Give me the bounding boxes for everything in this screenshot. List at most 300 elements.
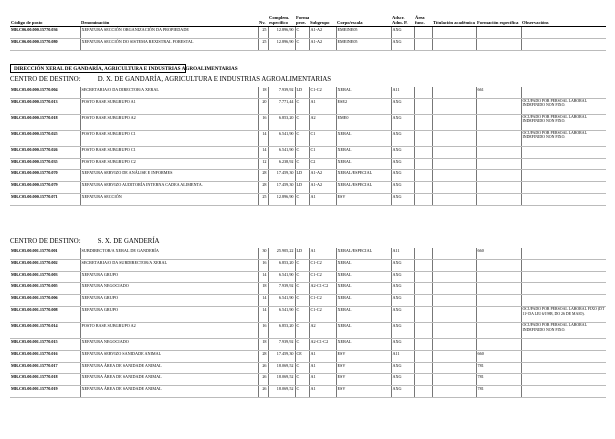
table-row <box>10 170 606 182</box>
area-func <box>414 170 432 182</box>
header-row <box>10 15 606 27</box>
level: 18 <box>258 87 268 98</box>
corpo-escala: XERAL <box>336 259 391 271</box>
titulacion <box>432 170 476 182</box>
subgrupo: A2 <box>309 114 336 130</box>
table-row <box>10 27 606 39</box>
formacion: 660 <box>476 248 521 259</box>
observacions <box>521 295 606 307</box>
table-row <box>10 338 606 350</box>
observacions <box>521 170 606 182</box>
adscricion: AXG <box>391 322 414 338</box>
complemento-value: 6.853,20 <box>268 259 295 271</box>
level: 25 <box>258 193 268 205</box>
formacion <box>476 182 521 194</box>
forma-prov: CE <box>295 350 309 362</box>
centro-destino-heading-1 <box>10 76 331 83</box>
adscricion: AXG <box>391 114 414 130</box>
corpo-escala: XERAL <box>336 338 391 350</box>
formacion <box>476 158 521 170</box>
area-func <box>414 27 432 39</box>
titulacion <box>432 374 476 386</box>
col-complemento: Complem. específico <box>268 15 295 27</box>
position-code: MR.C05.00.001.15770.005 <box>10 283 80 295</box>
position-name: SECRETARIA/O DA DIRECTOR/A XERAL <box>80 87 258 98</box>
formacion <box>476 130 521 146</box>
subgrupo: C1-C2 <box>309 259 336 271</box>
level: 16 <box>258 322 268 338</box>
complemento-value: 6.541,90 <box>268 295 295 307</box>
position-name: XEFATURA GRUPO <box>80 271 258 283</box>
forma-prov: C <box>295 283 309 295</box>
area-func <box>414 350 432 362</box>
corpo-escala: XERAL <box>336 158 391 170</box>
formacion <box>476 271 521 283</box>
titulacion <box>432 130 476 146</box>
area-func <box>414 130 432 146</box>
titulacion <box>432 38 476 50</box>
area-func <box>414 158 432 170</box>
adscricion: AXG <box>391 158 414 170</box>
adscricion: A11 <box>391 87 414 98</box>
complemento-value: 6.541,90 <box>268 130 295 146</box>
adscricion: A11 <box>391 248 414 259</box>
corpo-escala: XERAL <box>336 295 391 307</box>
position-code: MR.C05.00.000.15770.004 <box>10 87 80 98</box>
centro2-table <box>10 248 606 398</box>
subgrupo: C1-C2 <box>309 271 336 283</box>
complemento-value: 18.069,52 <box>268 374 295 386</box>
position-code: MR.C05.00.001.15770.002 <box>10 259 80 271</box>
col-area: Área func. <box>414 15 432 27</box>
complemento-value: 18.069,52 <box>268 386 295 398</box>
position-code: MR.C05.00.001.15770.015 <box>10 338 80 350</box>
position-code: MR.C05.00.001.15770.014 <box>10 322 80 338</box>
titulacion <box>432 248 476 259</box>
area-func <box>414 271 432 283</box>
position-code: MR.C05.00.000.15770.026 <box>10 146 80 158</box>
observacions <box>521 87 606 98</box>
level: 25 <box>258 38 268 50</box>
position-code: MR.C05.00.001.15770.006 <box>10 295 80 307</box>
area-func <box>414 259 432 271</box>
observacions: OCUPADO POR PERSOAL LABORAL INDEFINIDO NON FIXO. <box>521 98 606 114</box>
titulacion <box>432 283 476 295</box>
col-titulacion: Titulación académica <box>432 15 476 27</box>
adscricion: AXG <box>391 182 414 194</box>
adscricion: A11 <box>391 350 414 362</box>
adscricion: AXG <box>391 259 414 271</box>
col-observacions: Observacións <box>521 15 606 27</box>
centro1-rows <box>10 87 606 205</box>
corpo-escala: ESE2 <box>336 98 391 114</box>
table-row <box>10 283 606 295</box>
table-row <box>10 374 606 386</box>
titulacion <box>432 146 476 158</box>
complemento-value: 12.896,90 <box>268 27 295 39</box>
complemento-value: 7.771,44 <box>268 98 295 114</box>
forma-prov: LD <box>295 87 309 98</box>
subgrupo: A2-C1-C2 <box>309 283 336 295</box>
formacion <box>476 283 521 295</box>
corpo-escala: XERAL <box>336 306 391 322</box>
position-name: XEFATURA ÁREA DE SANIDADE ANIMAL <box>80 374 258 386</box>
level: 26 <box>258 374 268 386</box>
col-formacion: Formación específica <box>476 15 521 27</box>
table-row <box>10 295 606 307</box>
subgrupo: A1 <box>309 362 336 374</box>
area-func <box>414 386 432 398</box>
table-row <box>10 193 606 205</box>
corpo-escala: XERAL/ESPECIAL <box>336 170 391 182</box>
observacions: OCUPADO POR PERSOAL LABORAL INDEFINIDO NON FIXO. <box>521 130 606 146</box>
forma-prov: LD <box>295 248 309 259</box>
position-name: XEFATURA ÁREA DE SANIDADE ANIMAL <box>80 386 258 398</box>
titulacion <box>432 350 476 362</box>
position-name: POSTO BASE SUBGRUPO A2 <box>80 114 258 130</box>
level: 28 <box>258 350 268 362</box>
observacions <box>521 38 606 50</box>
top-rows <box>10 27 606 51</box>
adscricion: AXG <box>391 338 414 350</box>
adscricion: AXG <box>391 98 414 114</box>
table-row <box>10 362 606 374</box>
observacions <box>521 386 606 398</box>
formacion <box>476 322 521 338</box>
adscricion: AXG <box>391 130 414 146</box>
col-nivel: Nv. <box>258 15 268 27</box>
position-code: MR.C05.00.001.15770.019 <box>10 386 80 398</box>
subgrupo: C1-C2 <box>309 87 336 98</box>
subgrupo: A1 <box>309 193 336 205</box>
centro2-rows <box>10 248 606 397</box>
col-codigo: Código de posto <box>10 15 80 27</box>
level: 30 <box>258 248 268 259</box>
table-row <box>10 146 606 158</box>
table-row <box>10 158 606 170</box>
formacion <box>476 306 521 322</box>
position-name: XEFATURA ÁREA DE SANIDADE ANIMAL <box>80 362 258 374</box>
observacions <box>521 193 606 205</box>
titulacion <box>432 386 476 398</box>
forma-prov: C <box>295 295 309 307</box>
area-func <box>414 295 432 307</box>
corpo-escala: ESV <box>336 386 391 398</box>
subgrupo: A2-C1-C2 <box>309 338 336 350</box>
observacions <box>521 350 606 362</box>
area-func <box>414 193 432 205</box>
adscricion: AXG <box>391 306 414 322</box>
forma-prov: C <box>295 271 309 283</box>
centro-name: D. X. DE GANDARÍA, AGRICULTURA E INDUSTRIAS AGROALIMENTARIAS <box>97 76 332 83</box>
position-name: POSTO BASE SUBGRUPO C2 <box>80 158 258 170</box>
formacion <box>476 114 521 130</box>
subgrupo: C1 <box>309 130 336 146</box>
adscricion: AXG <box>391 362 414 374</box>
position-name: XEFATURA GRUPO <box>80 295 258 307</box>
table-row <box>10 259 606 271</box>
centro-name: S. X. DE GANDERÍA <box>97 238 160 245</box>
corpo-escala: XERAL <box>336 130 391 146</box>
forma-prov: C <box>295 98 309 114</box>
titulacion <box>432 295 476 307</box>
direccion-box: DIRECCIÓN XERAL DE GANDARÍA, AGRICULTURA E INDUSTRIAS AGROALIMENTARIAS <box>10 64 186 73</box>
formacion <box>476 259 521 271</box>
complemento-value: 7.939,92 <box>268 283 295 295</box>
forma-prov: C <box>295 306 309 322</box>
position-code: MR.C05.00.001.15770.017 <box>10 362 80 374</box>
titulacion <box>432 322 476 338</box>
adscricion: AXG <box>391 193 414 205</box>
titulacion <box>432 193 476 205</box>
adscricion: AXG <box>391 386 414 398</box>
corpo-escala: XERAL <box>336 146 391 158</box>
complemento-value: 6.541,90 <box>268 146 295 158</box>
adscricion: AXG <box>391 295 414 307</box>
position-code: MR.C05.00.001.15770.008 <box>10 306 80 322</box>
observacions <box>521 182 606 194</box>
table-row <box>10 182 606 194</box>
level: 18 <box>258 338 268 350</box>
subgrupo: A1 <box>309 374 336 386</box>
subgrupo: C1-C2 <box>309 295 336 307</box>
table-row <box>10 87 606 98</box>
observacions <box>521 259 606 271</box>
position-name: XEFATURA SERVIZO AUDITORÍA INTERNA CADEA ALIMENTA. <box>80 182 258 194</box>
complemento-value: 17.459,30 <box>268 350 295 362</box>
forma-prov: LD <box>295 170 309 182</box>
level: 12 <box>258 158 268 170</box>
position-code: MR.C05.00.001.15770.016 <box>10 350 80 362</box>
col-subgrupo: Subgrupo <box>309 15 336 27</box>
corpo-escala: EMEINE05 <box>336 27 391 39</box>
table-row <box>10 114 606 130</box>
area-func <box>414 374 432 386</box>
area-func <box>414 38 432 50</box>
formacion: 781 <box>476 374 521 386</box>
forma-prov: C <box>295 338 309 350</box>
position-code: MR.C05.00.000.15770.071 <box>10 193 80 205</box>
level: 14 <box>258 295 268 307</box>
complemento-value: 17.459,30 <box>268 170 295 182</box>
corpo-escala: XERAL <box>336 322 391 338</box>
area-func <box>414 98 432 114</box>
adscricion: AXG <box>391 283 414 295</box>
corpo-escala: XERAL <box>336 87 391 98</box>
complemento-value: 7.939,92 <box>268 87 295 98</box>
observacions <box>521 27 606 39</box>
formacion: 660 <box>476 350 521 362</box>
position-name: XEFATURA NEGOCIADO <box>80 283 258 295</box>
observacions <box>521 158 606 170</box>
col-forma: Forma prov. <box>296 15 309 25</box>
formacion: 781 <box>476 386 521 398</box>
level: 14 <box>258 271 268 283</box>
subgrupo: C1-C2 <box>309 306 336 322</box>
forma-prov: C <box>295 130 309 146</box>
subgrupo: A1-A2 <box>309 38 336 50</box>
forma-prov: C <box>295 386 309 398</box>
position-name: SECRETARIA/O DA SUBDIRECTOR/A XERAL <box>80 259 258 271</box>
centro-destino-heading-2 <box>10 238 159 245</box>
table-row <box>10 248 606 259</box>
level: 20 <box>258 98 268 114</box>
table-row <box>10 386 606 398</box>
formacion <box>476 193 521 205</box>
area-func <box>414 87 432 98</box>
table-row <box>10 38 606 50</box>
formacion <box>476 146 521 158</box>
subgrupo: A1 <box>309 386 336 398</box>
forma-prov: C <box>295 193 309 205</box>
table-row <box>10 130 606 146</box>
complemento-value: 25.905,22 <box>268 248 295 259</box>
position-code: MR.C05.00.001.15770.003 <box>10 271 80 283</box>
corpo-escala: XERAL/ESPECIAL <box>336 182 391 194</box>
corpo-escala: ESV <box>336 193 391 205</box>
level: 28 <box>258 170 268 182</box>
col-corpo: Corpo/escala <box>336 15 391 27</box>
corpo-escala: ESV <box>336 374 391 386</box>
forma-prov: C <box>295 374 309 386</box>
observacions <box>521 338 606 350</box>
subgrupo: C2 <box>309 158 336 170</box>
position-name: XEFATURA SECCIÓN DO SISTEMA REXISTRAL FORESTAL <box>80 38 258 50</box>
position-name: XEFATURA GRUPO <box>80 306 258 322</box>
titulacion <box>432 98 476 114</box>
position-name: SUBDIRECTOR/A XERAL DE GANDERÍA <box>80 248 258 259</box>
area-func <box>414 283 432 295</box>
subgrupo: C1 <box>309 146 336 158</box>
forma-prov: C <box>295 158 309 170</box>
formacion <box>476 338 521 350</box>
subgrupo: A2 <box>309 322 336 338</box>
forma-prov: C <box>295 259 309 271</box>
titulacion <box>432 158 476 170</box>
level: 14 <box>258 130 268 146</box>
area-func <box>414 338 432 350</box>
complemento-value: 17.459,30 <box>268 182 295 194</box>
titulacion <box>432 182 476 194</box>
area-func <box>414 146 432 158</box>
position-name: XEFATURA SECCIÓN <box>80 193 258 205</box>
position-code: MR.C05.00.000.15770.025 <box>10 130 80 146</box>
position-name: XEFATURA SERVIZO SANIDADE ANIMAL <box>80 350 258 362</box>
adscricion: AXG <box>391 374 414 386</box>
complemento-value: 6.541,90 <box>268 306 295 322</box>
formacion: 781 <box>476 362 521 374</box>
position-name: POSTO BASE SUBGRUPO C1 <box>80 130 258 146</box>
observacions <box>521 283 606 295</box>
formacion: 661 <box>476 87 521 98</box>
position-name: XEFATURA SECCIÓN ORGANIZACIÓN DA PROPIEDADE <box>80 27 258 39</box>
level: 14 <box>258 146 268 158</box>
position-code: MR.C05.00.000.15770.079 <box>10 182 80 194</box>
titulacion <box>432 259 476 271</box>
col-denominacion: Denominación <box>80 15 258 27</box>
corpo-escala: EMEINE05 <box>336 38 391 50</box>
position-code: MR.C05.00.001.15770.001 <box>10 248 80 259</box>
area-func <box>414 306 432 322</box>
corpo-escala: ESV <box>336 362 391 374</box>
complemento-value: 18.069,52 <box>268 362 295 374</box>
forma-prov: C <box>295 362 309 374</box>
subgrupo: A1-A2 <box>309 182 336 194</box>
forma-prov: C <box>295 27 309 39</box>
position-code: MR.C05.00.000.15770.070 <box>10 170 80 182</box>
formacion <box>476 98 521 114</box>
adscricion: AXG <box>391 38 414 50</box>
table-row <box>10 350 606 362</box>
observacions <box>521 374 606 386</box>
forma-prov: C <box>295 322 309 338</box>
complemento-value: 12.896,90 <box>268 38 295 50</box>
adscricion: AXG <box>391 170 414 182</box>
formacion <box>476 27 521 39</box>
position-code: MR.C05.00.000.15770.018 <box>10 114 80 130</box>
area-func <box>414 182 432 194</box>
adscricion: AXG <box>391 27 414 39</box>
observacions <box>521 362 606 374</box>
position-name: POSTO BASE SUBGRUPO A1 <box>80 98 258 114</box>
subgrupo: A1 <box>309 98 336 114</box>
position-code: MR.C05.00.000.15770.035 <box>10 158 80 170</box>
observacions: OCUPADO POR PERSOAL LABORAL INDEFINIDO NON FIXO. <box>521 322 606 338</box>
adscricion: AXG <box>391 271 414 283</box>
titulacion <box>432 306 476 322</box>
adscricion: AXG <box>391 146 414 158</box>
complemento-value: 6.238,92 <box>268 158 295 170</box>
formacion <box>476 38 521 50</box>
col-adscricion: Adscr. Adm. P. <box>391 15 414 27</box>
titulacion <box>432 114 476 130</box>
complemento-value: 6.853,20 <box>268 114 295 130</box>
formacion <box>476 295 521 307</box>
level: 25 <box>258 27 268 39</box>
forma-prov: C <box>295 38 309 50</box>
complemento-value: 6.853,20 <box>268 322 295 338</box>
table-row <box>10 271 606 283</box>
position-code: MR.C05.00.000.15770.013 <box>10 98 80 114</box>
position-code: MR.C06.00.000.15770.080 <box>10 38 80 50</box>
corpo-escala: ESV <box>336 350 391 362</box>
centro-label: CENTRO DE DESTINO: <box>10 76 81 83</box>
level: 16 <box>258 259 268 271</box>
observacions: OCUPADO POR PERSOAL LABORAL FIXO (DT 11ª DA LEI 6/1988, DO 26 DE MAIO). <box>521 306 606 322</box>
table-row <box>10 322 606 338</box>
level: 18 <box>258 283 268 295</box>
table-row <box>10 98 606 114</box>
corpo-escala: EME0 <box>336 114 391 130</box>
forma-prov: C <box>295 146 309 158</box>
forma-prov: C <box>295 114 309 130</box>
centro1-table <box>10 87 606 206</box>
area-func <box>414 362 432 374</box>
level: 14 <box>258 306 268 322</box>
complemento-value: 7.939,92 <box>268 338 295 350</box>
level: 28 <box>258 182 268 194</box>
titulacion <box>432 271 476 283</box>
subgrupo: A1 <box>309 350 336 362</box>
area-func <box>414 114 432 130</box>
titulacion <box>432 362 476 374</box>
header-table <box>10 15 606 51</box>
position-name: POSTO BASE SUBGRUPO C1 <box>80 146 258 158</box>
observacions: OCUPADO POR PERSOAL LABORAL INDEFINIDO NON FIXO. <box>521 114 606 130</box>
position-code: MR.C06.00.000.15770.036 <box>10 27 80 39</box>
subgrupo: A1-A2 <box>309 170 336 182</box>
complemento-value: 6.541,90 <box>268 271 295 283</box>
